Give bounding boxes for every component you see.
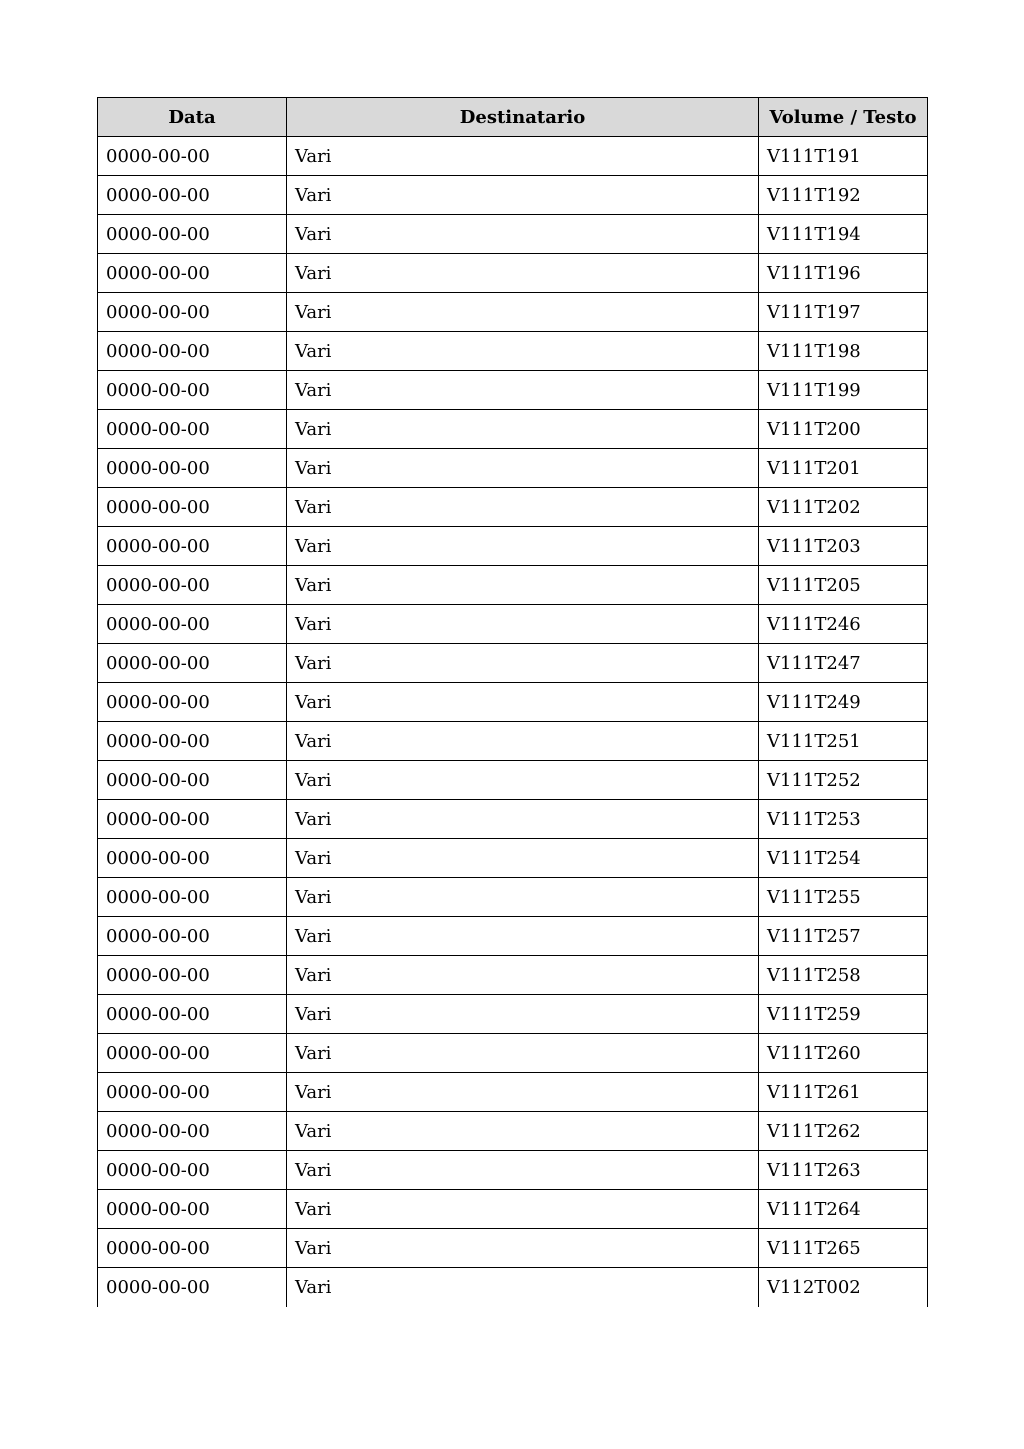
cell-date: 0000-00-00	[98, 371, 287, 410]
cell-destinatario: Vari	[287, 917, 759, 956]
table-row	[98, 1268, 928, 1307]
cell-destinatario: Vari	[287, 176, 759, 215]
cell-date: 0000-00-00	[98, 839, 287, 878]
cell-destinatario: Vari	[287, 488, 759, 527]
table-row	[98, 488, 928, 527]
cell-volume-testo: V111T253	[759, 800, 928, 839]
cell-date: 0000-00-00	[98, 683, 287, 722]
table-row	[98, 605, 928, 644]
table-row	[98, 878, 928, 917]
cell-destinatario: Vari	[287, 839, 759, 878]
cell-destinatario: Vari	[287, 995, 759, 1034]
cell-volume-testo: V111T247	[759, 644, 928, 683]
cell-date: 0000-00-00	[98, 332, 287, 371]
cell-destinatario: Vari	[287, 1151, 759, 1190]
cell-date: 0000-00-00	[98, 137, 287, 176]
cell-date: 0000-00-00	[98, 449, 287, 488]
cell-volume-testo: V111T265	[759, 1229, 928, 1268]
cell-date: 0000-00-00	[98, 1151, 287, 1190]
cell-destinatario: Vari	[287, 722, 759, 761]
cell-volume-testo: V111T201	[759, 449, 928, 488]
table-body	[98, 137, 928, 1307]
cell-destinatario: Vari	[287, 1268, 759, 1307]
cell-date: 0000-00-00	[98, 1112, 287, 1151]
table-row	[98, 683, 928, 722]
cell-destinatario: Vari	[287, 956, 759, 995]
table-row	[98, 1151, 928, 1190]
cell-volume-testo: V111T197	[759, 293, 928, 332]
cell-destinatario: Vari	[287, 215, 759, 254]
cell-volume-testo: V111T255	[759, 878, 928, 917]
table-row	[98, 1073, 928, 1112]
table-row	[98, 449, 928, 488]
cell-destinatario: Vari	[287, 1190, 759, 1229]
table-row	[98, 410, 928, 449]
table-row	[98, 800, 928, 839]
cell-destinatario: Vari	[287, 293, 759, 332]
cell-volume-testo: V111T257	[759, 917, 928, 956]
cell-volume-testo: V111T264	[759, 1190, 928, 1229]
cell-date: 0000-00-00	[98, 1229, 287, 1268]
table-row	[98, 332, 928, 371]
cell-destinatario: Vari	[287, 137, 759, 176]
cell-volume-testo: V111T251	[759, 722, 928, 761]
table-row	[98, 1034, 928, 1073]
table-row	[98, 215, 928, 254]
cell-volume-testo: V111T263	[759, 1151, 928, 1190]
table-row	[98, 1112, 928, 1151]
cell-volume-testo: V111T198	[759, 332, 928, 371]
cell-volume-testo: V111T199	[759, 371, 928, 410]
cell-volume-testo: V111T252	[759, 761, 928, 800]
cell-destinatario: Vari	[287, 1073, 759, 1112]
cell-volume-testo: V111T254	[759, 839, 928, 878]
cell-volume-testo: V111T202	[759, 488, 928, 527]
cell-destinatario: Vari	[287, 1112, 759, 1151]
cell-date: 0000-00-00	[98, 254, 287, 293]
cell-date: 0000-00-00	[98, 722, 287, 761]
cell-volume-testo: V111T246	[759, 605, 928, 644]
cell-destinatario: Vari	[287, 1034, 759, 1073]
cell-destinatario: Vari	[287, 449, 759, 488]
cell-destinatario: Vari	[287, 1229, 759, 1268]
cell-date: 0000-00-00	[98, 527, 287, 566]
cell-volume-testo: V111T194	[759, 215, 928, 254]
table-row	[98, 761, 928, 800]
cell-volume-testo: V111T261	[759, 1073, 928, 1112]
cell-volume-testo: V111T262	[759, 1112, 928, 1151]
cell-date: 0000-00-00	[98, 176, 287, 215]
cell-date: 0000-00-00	[98, 566, 287, 605]
table-row	[98, 995, 928, 1034]
cell-volume-testo: V111T192	[759, 176, 928, 215]
cell-volume-testo: V111T196	[759, 254, 928, 293]
table-row	[98, 137, 928, 176]
cell-destinatario: Vari	[287, 371, 759, 410]
cell-volume-testo: V111T205	[759, 566, 928, 605]
cell-volume-testo: V111T259	[759, 995, 928, 1034]
table-row	[98, 1229, 928, 1268]
table-header	[98, 98, 928, 137]
cell-destinatario: Vari	[287, 254, 759, 293]
cell-destinatario: Vari	[287, 761, 759, 800]
letters-table	[97, 97, 928, 1307]
header-volume-testo: Volume / Testo	[759, 98, 928, 137]
cell-date: 0000-00-00	[98, 878, 287, 917]
table-row	[98, 293, 928, 332]
cell-destinatario: Vari	[287, 683, 759, 722]
cell-date: 0000-00-00	[98, 1268, 287, 1307]
cell-date: 0000-00-00	[98, 917, 287, 956]
cell-date: 0000-00-00	[98, 1034, 287, 1073]
cell-date: 0000-00-00	[98, 800, 287, 839]
cell-destinatario: Vari	[287, 410, 759, 449]
table-row	[98, 917, 928, 956]
cell-destinatario: Vari	[287, 332, 759, 371]
header-row	[98, 98, 928, 137]
table-row	[98, 1190, 928, 1229]
table-row	[98, 956, 928, 995]
table-row	[98, 371, 928, 410]
table-row	[98, 722, 928, 761]
cell-date: 0000-00-00	[98, 605, 287, 644]
table-row	[98, 644, 928, 683]
cell-destinatario: Vari	[287, 527, 759, 566]
cell-date: 0000-00-00	[98, 1190, 287, 1229]
cell-date: 0000-00-00	[98, 1073, 287, 1112]
cell-destinatario: Vari	[287, 878, 759, 917]
cell-date: 0000-00-00	[98, 215, 287, 254]
table-row	[98, 566, 928, 605]
cell-destinatario: Vari	[287, 644, 759, 683]
cell-date: 0000-00-00	[98, 410, 287, 449]
cell-volume-testo: V111T200	[759, 410, 928, 449]
cell-volume-testo: V111T203	[759, 527, 928, 566]
cell-date: 0000-00-00	[98, 956, 287, 995]
header-data: Data	[98, 98, 287, 137]
cell-date: 0000-00-00	[98, 644, 287, 683]
table-row	[98, 254, 928, 293]
cell-volume-testo: V111T258	[759, 956, 928, 995]
table-row	[98, 527, 928, 566]
cell-date: 0000-00-00	[98, 293, 287, 332]
cell-destinatario: Vari	[287, 605, 759, 644]
cell-volume-testo: V111T191	[759, 137, 928, 176]
cell-destinatario: Vari	[287, 800, 759, 839]
cell-volume-testo: V112T002	[759, 1268, 928, 1307]
cell-volume-testo: V111T249	[759, 683, 928, 722]
table-row	[98, 839, 928, 878]
cell-destinatario: Vari	[287, 566, 759, 605]
table-row	[98, 176, 928, 215]
cell-date: 0000-00-00	[98, 761, 287, 800]
cell-volume-testo: V111T260	[759, 1034, 928, 1073]
cell-date: 0000-00-00	[98, 488, 287, 527]
header-destinatario: Destinatario	[287, 98, 759, 137]
cell-date: 0000-00-00	[98, 995, 287, 1034]
